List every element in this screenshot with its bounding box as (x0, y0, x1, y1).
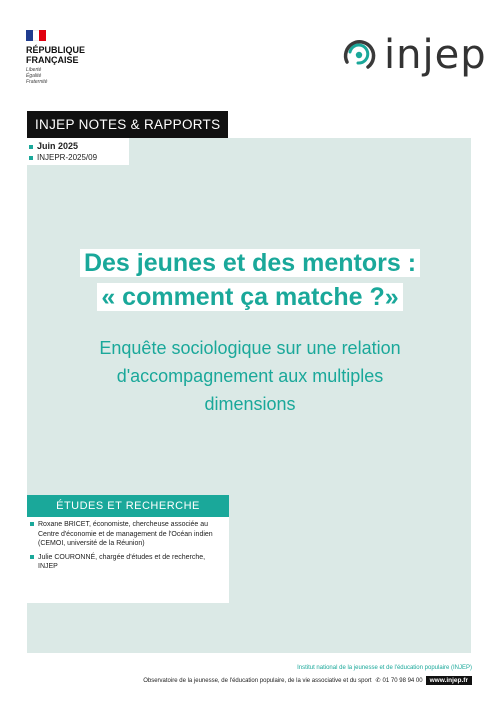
report-title (40, 246, 460, 314)
author-text: Julie COURONNÉ, chargée d'études et de recherche, INJEP (38, 553, 206, 570)
series-banner: INJEP NOTES & RAPPORTS (27, 111, 228, 138)
subtitle-line-2: d'accompagnement aux multiples (116, 366, 384, 386)
injep-logo (340, 32, 487, 78)
title-line-1: Des jeunes et des mentors : (80, 249, 420, 277)
authors-list (27, 517, 229, 603)
subtitle-line-1: Enquête sociologique sur une relation (99, 338, 401, 358)
republique-line-1: RÉPUBLIQUE (26, 45, 86, 55)
report-subtitle (40, 334, 460, 418)
publication-reference-row (29, 152, 129, 163)
footer-observatory: Observatoire de la jeunesse, de l'éducation populaire, de la vie associative et du sport (143, 677, 372, 684)
footer-url[interactable]: www.injep.fr (426, 676, 472, 685)
injep-wordmark: injep (384, 32, 487, 78)
title-line-2: « comment ça matche ?» (97, 283, 402, 311)
injep-emblem-icon (340, 35, 378, 75)
author-item (30, 553, 226, 572)
publication-date: Juin 2025 (37, 141, 79, 151)
republic-motto (26, 67, 85, 85)
publication-meta (27, 138, 129, 165)
author-item (30, 520, 226, 549)
motto-liberte: Liberté (26, 67, 42, 73)
footer-institute: Institut national de la jeunesse et de l'éducation populaire (INJEP) (297, 665, 472, 671)
republique-francaise-logo (26, 30, 85, 85)
footer-contact (143, 676, 472, 685)
bullet-square-icon (30, 522, 34, 526)
republique-line-2: FRANÇAISE (26, 55, 79, 65)
footer-phone: 01 70 98 94 00 (382, 677, 423, 684)
republique-francaise-text (26, 45, 85, 65)
section-banner: ÉTUDES ET RECHERCHE (27, 495, 229, 517)
subtitle-line-3: dimensions (204, 394, 296, 414)
publication-date-row (29, 141, 129, 152)
publication-reference: INJEPR-2025/09 (37, 153, 98, 162)
bullet-square-icon (29, 156, 33, 160)
bullet-square-icon (30, 555, 34, 559)
french-flag-icon (26, 30, 46, 41)
author-text: Roxane BRICET, économiste, chercheuse associée au Centre d'économie et de management de l'Océan indien (CEMOI, université de la Réunion) (38, 521, 213, 547)
motto-fraternite: Fraternité (26, 79, 48, 85)
bullet-square-icon (29, 145, 33, 149)
phone-icon: ✆ (375, 678, 381, 684)
motto-egalite: Égalité (26, 73, 42, 79)
